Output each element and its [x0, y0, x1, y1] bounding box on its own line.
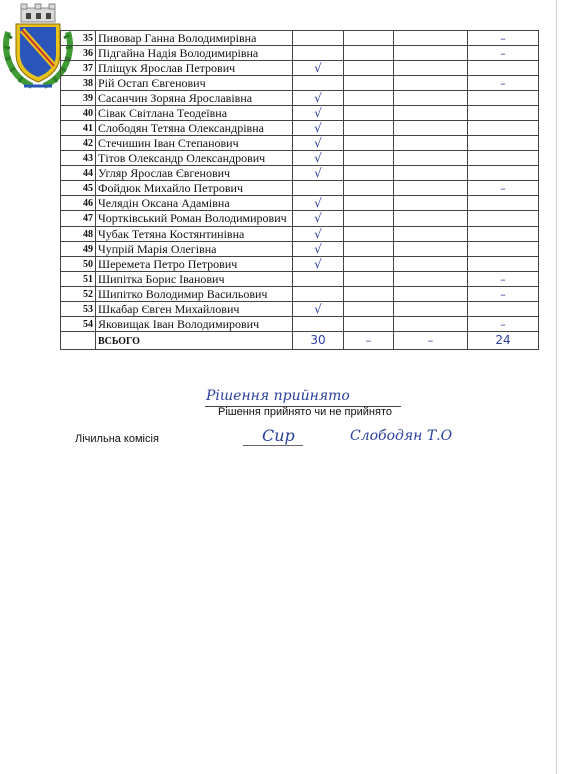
vote-abstain-cell: [394, 151, 468, 166]
vote-not-voted-cell: –: [468, 317, 539, 332]
table-row: [61, 106, 539, 121]
deputy-name: Фойдюк Михайло Петрович: [96, 181, 293, 196]
row-number: 41: [61, 121, 96, 136]
vote-against-cell: [344, 227, 394, 242]
vote-for-cell: √: [293, 91, 344, 106]
vote-not-voted-cell: –: [468, 76, 539, 91]
deputy-name: Шипітка Борис Іванович: [96, 272, 293, 287]
signature-2: Слободян Т.О: [350, 428, 453, 444]
total-abstained: –: [394, 332, 468, 350]
deputy-name: Сасанчин Зоряна Ярославівна: [96, 91, 293, 106]
vote-for-cell: [293, 31, 344, 46]
vote-not-voted-cell: –: [468, 181, 539, 196]
deputy-name: Стечишин Іван Степанович: [96, 136, 293, 151]
row-number: 52: [61, 287, 96, 302]
vote-for-cell: [293, 317, 344, 332]
table-row: [61, 166, 539, 181]
vote-not-voted-cell: [468, 242, 539, 257]
vote-abstain-cell: [394, 76, 468, 91]
deputy-name: Яковищак Іван Володимирович: [96, 317, 293, 332]
row-number: 40: [61, 106, 96, 121]
vote-not-voted-cell: [468, 106, 539, 121]
row-number: 47: [61, 211, 96, 227]
commission-label: Лічильна комісія: [75, 433, 159, 445]
vote-abstain-cell: [394, 136, 468, 151]
vote-abstain-cell: [394, 242, 468, 257]
deputy-name: Шеремета Петро Петрович: [96, 257, 293, 272]
table-row: [61, 227, 539, 242]
vote-for-cell: √: [293, 106, 344, 121]
deputy-name: Підгайна Надія Володимирівна: [96, 46, 293, 61]
vote-abstain-cell: [394, 287, 468, 302]
row-number: 44: [61, 166, 96, 181]
vote-abstain-cell: [394, 46, 468, 61]
decision-caption: Рішення прийнято чи не прийнято: [218, 406, 392, 418]
vote-against-cell: [344, 181, 394, 196]
vote-against-cell: [344, 91, 394, 106]
vote-not-voted-cell: –: [468, 272, 539, 287]
vote-abstain-cell: [394, 272, 468, 287]
table-row: [61, 257, 539, 272]
deputy-name: Тітов Олександр Олександрович: [96, 151, 293, 166]
table-row: [61, 76, 539, 91]
row-number: 50: [61, 257, 96, 272]
row-number: 54: [61, 317, 96, 332]
vote-not-voted-cell: [468, 151, 539, 166]
deputy-name: Чортківський Роман Володимирович: [96, 211, 293, 227]
vote-abstain-cell: [394, 257, 468, 272]
vote-for-cell: √: [293, 196, 344, 211]
vote-not-voted-cell: [468, 196, 539, 211]
table-row: [61, 136, 539, 151]
vote-against-cell: [344, 257, 394, 272]
vote-not-voted-cell: –: [468, 287, 539, 302]
vote-not-voted-cell: [468, 302, 539, 317]
table-row: [61, 242, 539, 257]
table-row: [61, 272, 539, 287]
vote-for-cell: √: [293, 121, 344, 136]
row-number: 42: [61, 136, 96, 151]
deputy-name: Рій Остап Євгенович: [96, 76, 293, 91]
vote-against-cell: [344, 196, 394, 211]
vote-not-voted-cell: [468, 211, 539, 227]
vote-for-cell: √: [293, 211, 344, 227]
vote-against-cell: [344, 287, 394, 302]
row-number: 38: [61, 76, 96, 91]
vote-against-cell: [344, 211, 394, 227]
table-row: [61, 46, 539, 61]
deputy-name: Чубак Тетяна Костянтинівна: [96, 227, 293, 242]
vote-against-cell: [344, 136, 394, 151]
row-number: 53: [61, 302, 96, 317]
vote-not-voted-cell: [468, 166, 539, 181]
vote-for-cell: [293, 76, 344, 91]
vote-not-voted-cell: –: [468, 31, 539, 46]
row-number: 36: [61, 46, 96, 61]
row-number: 48: [61, 227, 96, 242]
vote-against-cell: [344, 106, 394, 121]
table-row: [61, 181, 539, 196]
deputy-name: Сівак Світлана Теодеївна: [96, 106, 293, 121]
total-not-voted: 24: [468, 332, 539, 350]
signature-underline: [243, 445, 303, 446]
vote-for-cell: √: [293, 136, 344, 151]
deputy-name: Пивовар Ганна Володимирівна: [96, 31, 293, 46]
signature-1: Сир: [262, 426, 295, 445]
vote-abstain-cell: [394, 166, 468, 181]
vote-for-cell: [293, 272, 344, 287]
vote-against-cell: [344, 46, 394, 61]
vote-abstain-cell: [394, 121, 468, 136]
vote-abstain-cell: [394, 61, 468, 76]
vote-not-voted-cell: [468, 136, 539, 151]
vote-not-voted-cell: [468, 257, 539, 272]
vote-for-cell: [293, 46, 344, 61]
vote-for-cell: √: [293, 257, 344, 272]
deputy-name: Угляр Ярослав Євгенович: [96, 166, 293, 181]
vote-not-voted-cell: [468, 61, 539, 76]
total-label: ВСЬОГО: [96, 332, 293, 350]
row-number: 43: [61, 151, 96, 166]
vote-against-cell: [344, 61, 394, 76]
vote-abstain-cell: [394, 302, 468, 317]
vote-for-cell: √: [293, 242, 344, 257]
table-row: [61, 61, 539, 76]
vote-abstain-cell: [394, 31, 468, 46]
deputy-name: Пліщук Ярослав Петрович: [96, 61, 293, 76]
deputy-name: Слободян Тетяна Олександрівна: [96, 121, 293, 136]
deputy-name: Шипітко Володимир Васильович: [96, 287, 293, 302]
row-number: 45: [61, 181, 96, 196]
total-for: 30: [293, 332, 344, 350]
vote-against-cell: [344, 272, 394, 287]
total-against: –: [344, 332, 394, 350]
table-row: [61, 211, 539, 227]
vote-for-cell: √: [293, 61, 344, 76]
table-row: [61, 302, 539, 317]
vote-not-voted-cell: [468, 121, 539, 136]
vote-abstain-cell: [394, 317, 468, 332]
page-edge-line: [556, 0, 557, 774]
row-number: 35: [61, 31, 96, 46]
deputy-name: Челядін Оксана Адамівна: [96, 196, 293, 211]
vote-against-cell: [344, 242, 394, 257]
table-row: [61, 287, 539, 302]
table-row: [61, 317, 539, 332]
table-row: [61, 121, 539, 136]
row-number: 39: [61, 91, 96, 106]
vote-not-voted-cell: [468, 227, 539, 242]
row-number: 37: [61, 61, 96, 76]
vote-abstain-cell: [394, 106, 468, 121]
vote-for-cell: √: [293, 166, 344, 181]
vote-against-cell: [344, 166, 394, 181]
table-row: [61, 91, 539, 106]
vote-for-cell: [293, 181, 344, 196]
deputy-name: Шкабар Євген Михайлович: [96, 302, 293, 317]
row-number: 49: [61, 242, 96, 257]
vote-against-cell: [344, 151, 394, 166]
row-number: 46: [61, 196, 96, 211]
vote-for-cell: √: [293, 302, 344, 317]
vote-abstain-cell: [394, 211, 468, 227]
table-row: [61, 31, 539, 46]
vote-against-cell: [344, 302, 394, 317]
vote-table: [60, 30, 539, 350]
vote-against-cell: [344, 317, 394, 332]
vote-against-cell: [344, 31, 394, 46]
vote-abstain-cell: [394, 196, 468, 211]
vote-abstain-cell: [394, 181, 468, 196]
vote-for-cell: √: [293, 227, 344, 242]
vote-abstain-cell: [394, 227, 468, 242]
table-row: [61, 196, 539, 211]
table-row: [61, 151, 539, 166]
vote-for-cell: √: [293, 151, 344, 166]
deputy-name: Чупрій Марія Олегівна: [96, 242, 293, 257]
vote-not-voted-cell: [468, 91, 539, 106]
row-number: 51: [61, 272, 96, 287]
vote-against-cell: [344, 76, 394, 91]
vote-abstain-cell: [394, 91, 468, 106]
total-num-cell: [61, 332, 96, 350]
vote-not-voted-cell: –: [468, 46, 539, 61]
vote-for-cell: [293, 287, 344, 302]
total-row: [61, 332, 539, 350]
handwritten-decision: Рішення прийнято: [206, 388, 350, 404]
vote-against-cell: [344, 121, 394, 136]
